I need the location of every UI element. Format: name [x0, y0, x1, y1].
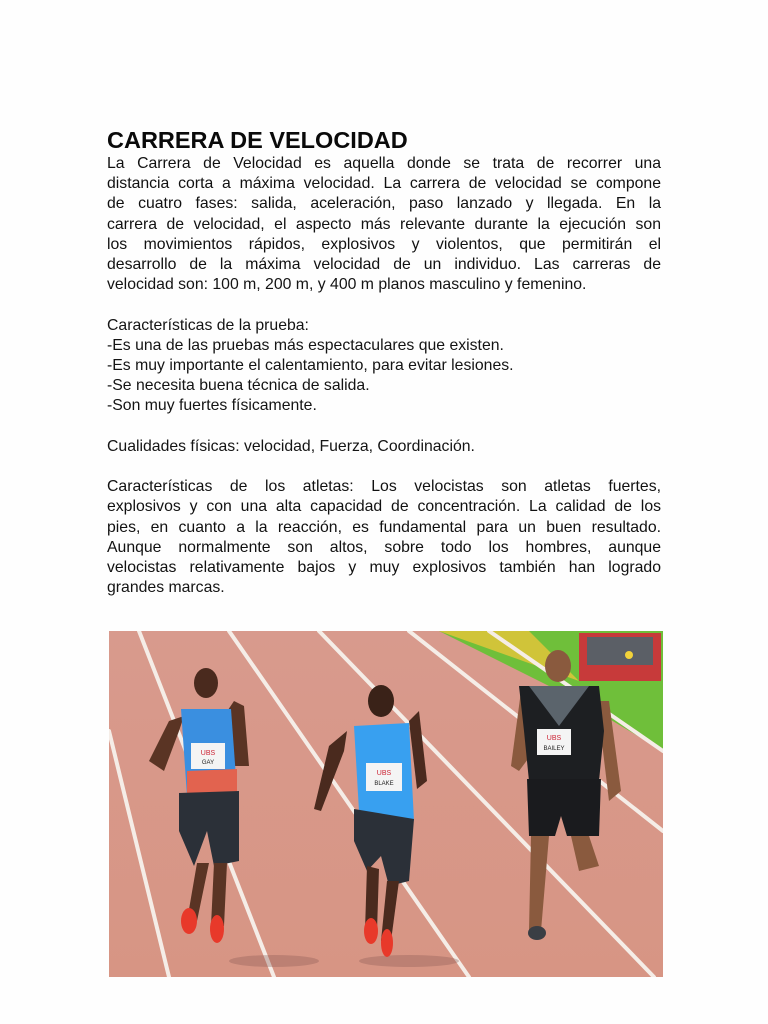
athletes-line: pies, en cuanto a la reacción, es fundamental para un buen resultado.: [107, 518, 661, 536]
intro-line: velocidad son: 100 m, 200 m, y 400 m planos masculino y femenino.: [107, 276, 587, 294]
paragraph-spacer: [107, 417, 661, 437]
bib-sponsor: UBS: [376, 770, 392, 777]
intro-line: de cuatro fases: salida, aceleración, paso lanzado y llegada. En la: [107, 195, 661, 213]
characteristics-heading: Características de la prueba:: [107, 316, 309, 334]
paragraph-spacer: [107, 295, 661, 315]
athletes-line: velocistas relativamente bajos y muy explosivos también han logrado: [107, 559, 661, 577]
athletes-line: explosivos y con una alta capacidad de concentración. La calidad de los: [107, 498, 661, 516]
athletes-line: Características de los atletas: Los velocistas son atletas fuertes,: [107, 478, 661, 496]
physical-qualities: Cualidades físicas: velocidad, Fuerza, Coordinación.: [107, 437, 475, 455]
intro-paragraph: [107, 154, 661, 295]
bib-sponsor: UBS: [200, 750, 216, 757]
bib-name: BLAKE: [374, 781, 394, 787]
bib-name: BAILEY: [543, 746, 565, 752]
characteristics-item: -Es una de las pruebas más espectaculares que existen.: [107, 336, 504, 354]
intro-line: distancia corta a máxima velocidad. La carrera de velocidad se compone: [107, 175, 661, 193]
characteristics-item: -Se necesita buena técnica de salida.: [107, 377, 370, 395]
bib-sponsor: UBS: [546, 735, 562, 742]
athletes-paragraph: [107, 477, 661, 598]
characteristics-item: -Son muy fuertes físicamente.: [107, 397, 317, 415]
characteristics-section: [107, 316, 661, 417]
page-title: CARRERA DE VELOCIDAD: [107, 127, 408, 153]
bib-name: GAY: [201, 760, 215, 766]
intro-line: La Carrera de Velocidad es aquella donde se trata de recorrer una: [107, 155, 661, 172]
document-body: [107, 126, 661, 598]
paragraph-spacer: [107, 457, 661, 477]
sprinters-illustration: [109, 631, 663, 977]
intro-line: desarrollo de la máxima velocidad de un individuo. Las carreras de: [107, 256, 661, 274]
intro-line: carrera de velocidad, el aspecto más relevante durante la ejecución son: [107, 215, 661, 233]
characteristics-item: -Es muy importante el calentamiento, para evitar lesiones.: [107, 357, 514, 375]
athletes-line: Aunque normalmente son altos, sobre todo los hombres, aunque: [107, 538, 661, 556]
intro-line: los movimientos rápidos, explosivos y violentos, que permitirán el: [107, 235, 661, 253]
sprinters-photo: [109, 631, 663, 977]
athletes-line: grandes marcas.: [107, 579, 225, 597]
